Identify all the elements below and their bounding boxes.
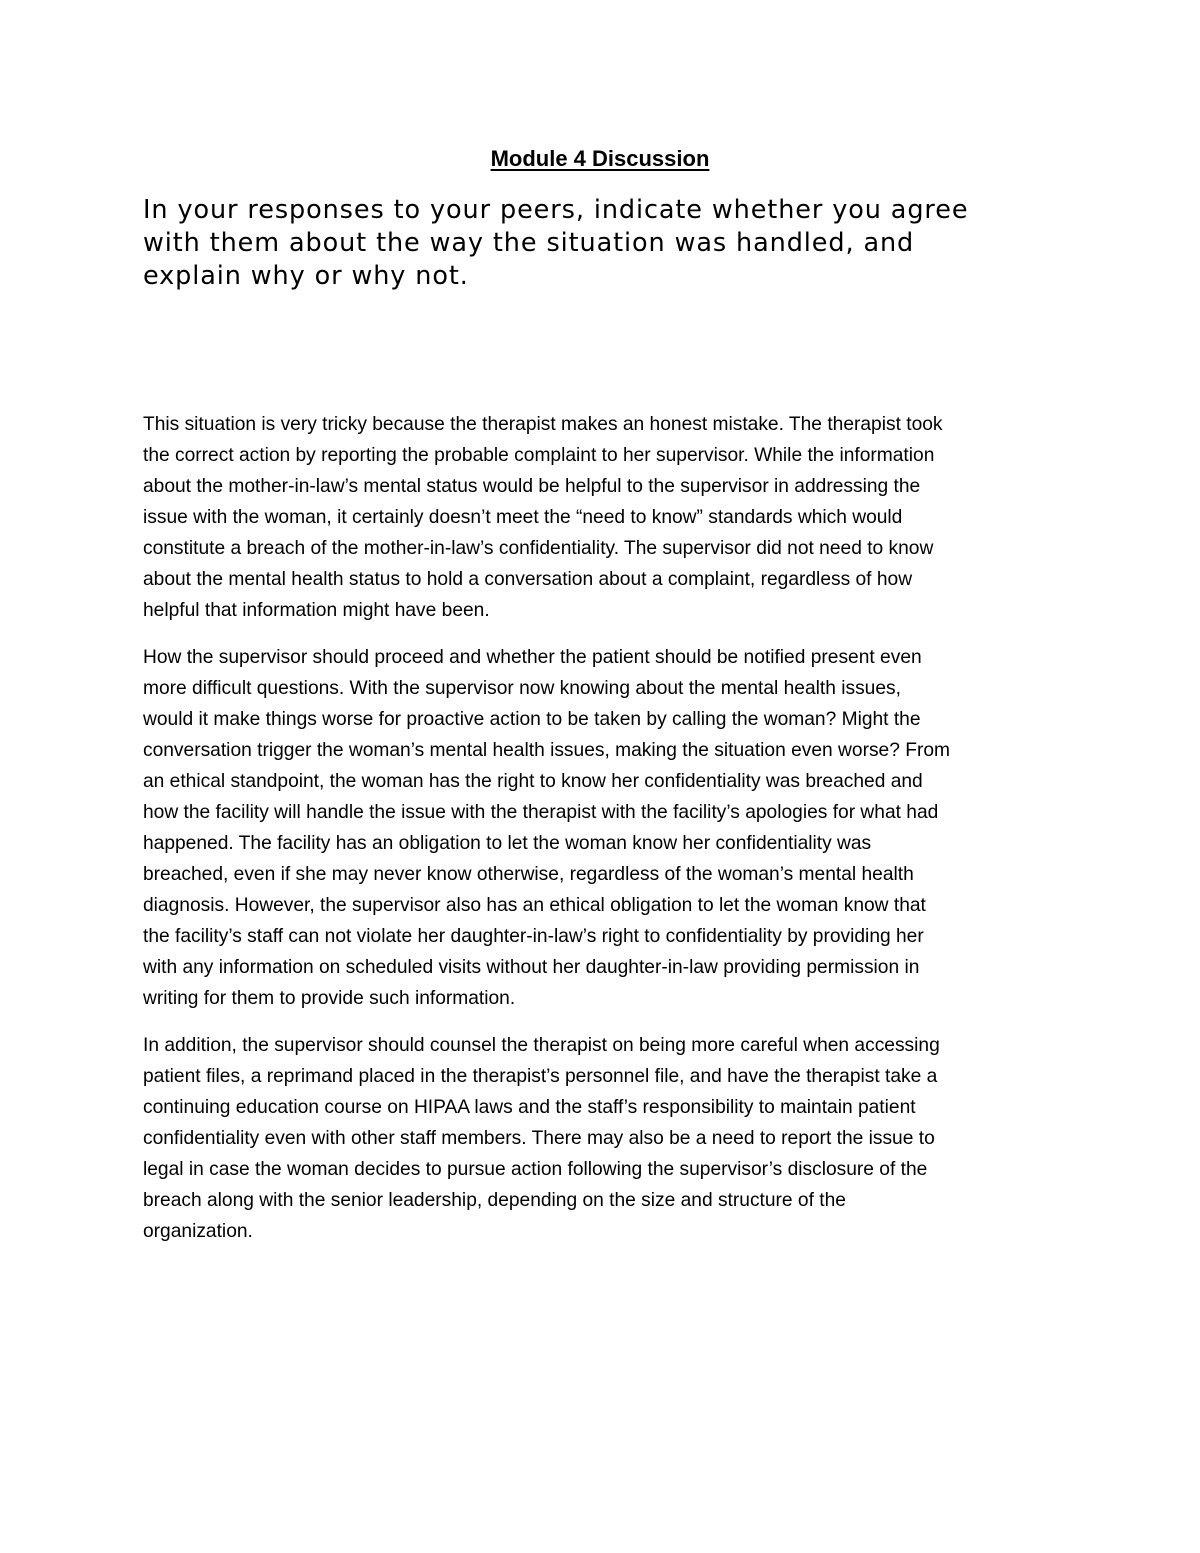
text-line: would it make things worse for proactive action to be taken by calling the woman? Might the	[143, 709, 921, 730]
text-line: writing for them to provide such information.	[143, 988, 516, 1009]
text-line: conversation trigger the woman’s mental health issues, making the situation even worse? From	[143, 740, 950, 761]
text-line: confidentiality even with other staff members. There may also be a need to report the issue to	[143, 1128, 935, 1149]
text-line: In addition, the supervisor should counsel the therapist on being more careful when accessing	[143, 1035, 940, 1056]
paragraph-1	[143, 409, 1068, 626]
text-line: organization.	[143, 1221, 253, 1242]
text-line: helpful that information might have been.	[143, 600, 490, 621]
text-line: with any information on scheduled visits without her daughter-in-law providing permission in	[143, 957, 920, 978]
response-body	[143, 409, 1068, 1263]
text-line: happened. The facility has an obligation to let the woman know her confidentiality was	[143, 833, 872, 854]
text-line: legal in case the woman decides to pursue action following the supervisor’s disclosure of the	[143, 1159, 928, 1180]
text-line: breach along with the senior leadership, depending on the size and structure of the	[143, 1190, 846, 1211]
text-line: the correct action by reporting the probable complaint to her supervisor. While the information	[143, 445, 935, 466]
text-line: diagnosis. However, the supervisor also has an ethical obligation to let the woman know that	[143, 895, 926, 916]
text-line: How the supervisor should proceed and whether the patient should be notified present even	[143, 647, 922, 668]
text-line: patient files, a reprimand placed in the therapist’s personnel file, and have the therapist take a	[143, 1066, 938, 1087]
discussion-prompt	[143, 194, 1073, 293]
text-line: an ethical standpoint, the woman has the right to know her confidentiality was breached and	[143, 771, 923, 792]
document-title: Module 4 Discussion	[490, 146, 710, 171]
prompt-line: with them about the way the situation was handled, and	[143, 228, 915, 258]
text-line: issue with the woman, it certainly doesn’t meet the “need to know” standards which would	[143, 507, 903, 528]
text-line: continuing education course on HIPAA laws and the staff’s responsibility to maintain patient	[143, 1097, 916, 1118]
text-line: how the facility will handle the issue with the therapist with the facility’s apologies for what had	[143, 802, 939, 823]
text-line: the facility’s staff can not violate her daughter-in-law’s right to confidentiality by providing her	[143, 926, 924, 947]
paragraph-3	[143, 1030, 1068, 1247]
text-line: more difficult questions. With the supervisor now knowing about the mental health issues,	[143, 678, 901, 699]
text-line: about the mother-in-law’s mental status would be helpful to the supervisor in addressing the	[143, 476, 921, 497]
text-line: This situation is very tricky because the therapist makes an honest mistake. The therapist took	[143, 414, 943, 435]
prompt-line: In your responses to your peers, indicate whether you agree	[143, 195, 969, 225]
prompt-line: explain why or why not.	[143, 261, 469, 291]
text-line: about the mental health status to hold a conversation about a complaint, regardless of how	[143, 569, 913, 590]
text-line: breached, even if she may never know otherwise, regardless of the woman’s mental health	[143, 864, 914, 885]
text-line: constitute a breach of the mother-in-law’s confidentiality. The supervisor did not need to know	[143, 538, 934, 559]
paragraph-2	[143, 642, 1068, 1014]
